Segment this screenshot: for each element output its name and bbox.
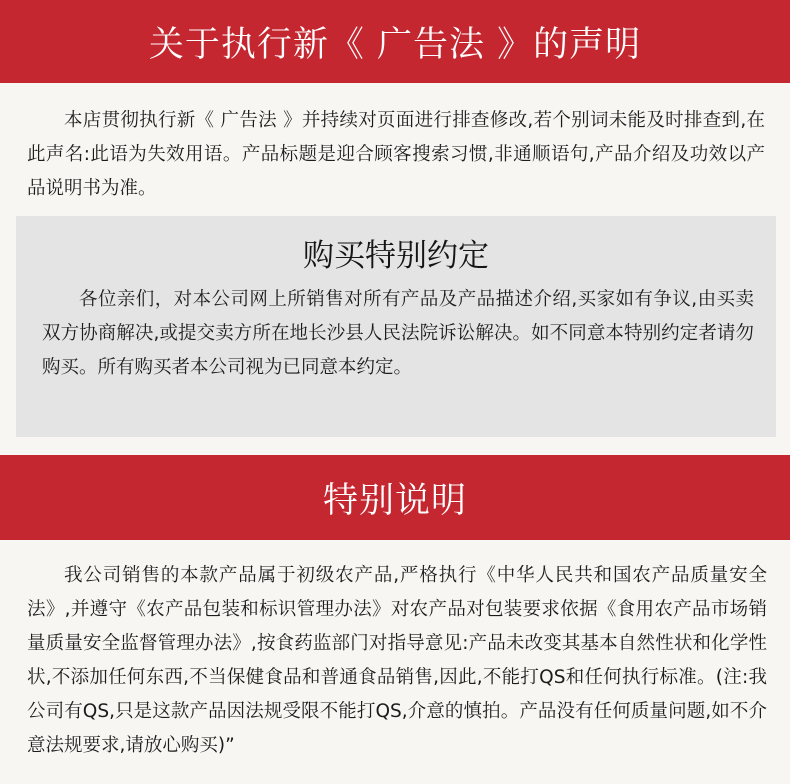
purchase-agreement-panel [16, 216, 776, 437]
notice-text: 我公司销售的本款产品属于初级农产品,严格执行《中华人民共和国农产品质量安全法》,并遵守《农产品包装和标识管理办法》对农产品对包装要求依据《食用农产品市场销量质量安全监督管理办法》,按食药监部门对指导意见:产品未改变其基本自然性状和化学性状,不添加任何东西,不当保健食品和普通食品销售,因此,不能打QS和任何执行标准。(注:我公司有QS,只是这款产品因法规受限不能打QS,介意的慎拍。产品没有任何质量问题,如不介意法规要求,请放心购买)” [27, 565, 767, 756]
header-banner [0, 0, 790, 83]
notice-title: 特别说明 [322, 480, 467, 521]
intro-statement: 本店贯彻执行新《 广告法 》并持续对页面进行排查修改,若个别词未能及时排查到,在此声名:此语为失效用语。产品标题是迎合顾客搜索习惯,非通顺语句,产品介绍及功效以产品说明书为准。 [27, 110, 765, 199]
notice-banner [0, 455, 790, 540]
agreement-title: 购买特别约定 [303, 238, 489, 274]
agreement-text: 各位亲们，对本公司网上所销售对所有产品及产品描述介绍,买家如有争议,由买卖双方协商解决,或提交卖方所在地长沙县人民法院诉讼解决。如不同意本特别约定者请勿购买。所有购买者本公司视为已同意本约定。 [42, 289, 754, 378]
page-title: 关于执行新《 广告法 》的声明 [148, 24, 642, 65]
